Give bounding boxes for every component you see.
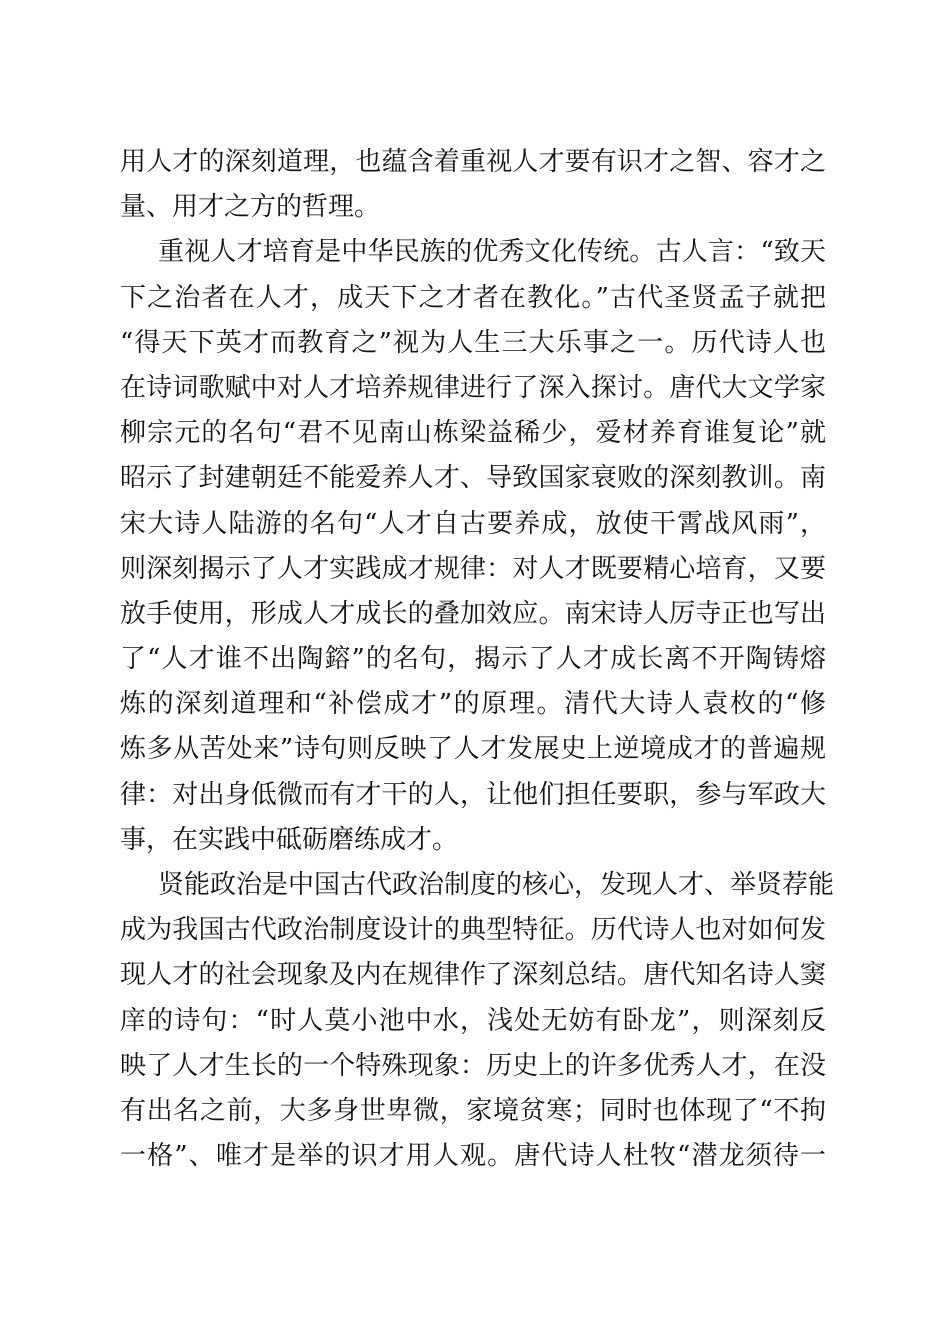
text-line: 量、用才之方的哲理。: [120, 192, 381, 223]
text-line: 炼的深刻道理和“补偿成才”的原理。清代大诗人袁枚的“修: [120, 689, 826, 720]
text-line: 现人才的社会现象及内在规律作了深刻总结。唐代知名诗人窦: [120, 960, 826, 991]
text-line: 了“人才谁不出陶鎔”的名句，揭示了人才成长离不开陶铸熔: [120, 644, 826, 675]
text-line: 在诗词歌赋中对人才培养规律进行了深入探讨。唐代大文学家: [120, 372, 826, 403]
paragraph-first-line: 重视人才培育是中华民族的优秀文化传统。古人言：“致天: [158, 237, 826, 268]
text-line: 映了人才生长的一个特殊现象：历史上的许多优秀人才，在没: [120, 1050, 826, 1081]
text-line: 昭示了封建朝廷不能爱养人才、导致国家衰败的深刻教训。南: [120, 463, 826, 494]
text-line: “得天下英才而教育之”视为人生三大乐事之一。历代诗人也: [120, 327, 826, 358]
text-line: 用人才的深刻道理，也蕴含着重视人才要有识才之智、容才之: [120, 147, 826, 177]
text-line: 成为我国古代政治制度设计的典型特征。历代诗人也对如何发: [120, 915, 826, 946]
text-line: 下之治者在人才，成天下之才者在教化。”古代圣贤孟子就把: [120, 282, 826, 313]
text-line: 宋大诗人陆游的名句“人才自古要养成，放使干霄战风雨”，: [120, 508, 826, 539]
text-line: 律：对出身低微而有才干的人，让他们担任要职，参与军政大: [120, 779, 826, 810]
text-line: 庠的诗句：“时人莫小池中水，浅处无妨有卧龙”，则深刻反: [120, 1005, 826, 1036]
document-body: [120, 140, 835, 1179]
text-line: 事，在实践中砥砺磨练成才。: [120, 824, 459, 855]
text-line: 一格”、唯才是举的识才用人观。唐代诗人杜牧“潜龙须待一: [120, 1141, 826, 1172]
paragraph-first-line: 贤能政治是中国古代政治制度的核心，发现人才、举贤荐能: [158, 870, 835, 900]
text-line: 炼多从苦处来”诗句则反映了人才发展史上逆境成才的普遍规: [120, 734, 826, 765]
text-line: 放手使用，形成人才成长的叠加效应。南宋诗人厉寺正也写出: [120, 598, 826, 629]
text-line: 柳宗元的名句“君不见南山栋梁益稀少，爱材养育谁复论”就: [120, 418, 826, 449]
text-line: 则深刻揭示了人才实践成才规律：对人才既要精心培育，又要: [120, 553, 826, 584]
text-line: 有出名之前，大多身世卑微，家境贫寒；同时也体现了“不拘: [120, 1095, 826, 1126]
